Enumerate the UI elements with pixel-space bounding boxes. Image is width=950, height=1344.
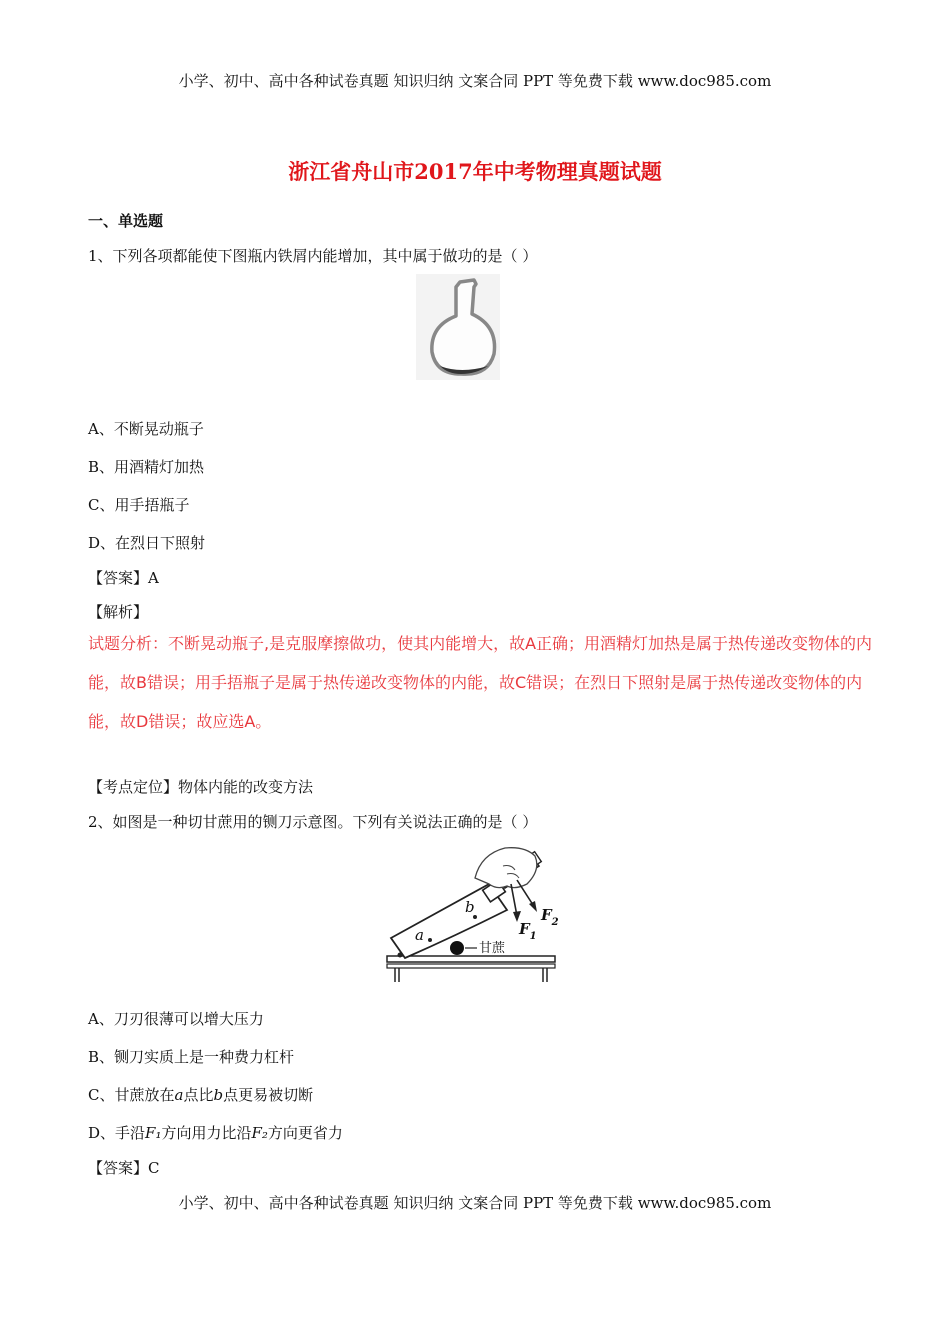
q1-analysis-text: 试题分析：不断晃动瓶子,是克服摩擦做功，使其内能增大，故A正确；用酒精灯加热是属于热传递改变物体的内能，故B错误；用手捂瓶子是属于热传递改变物体的内能，故C错误；在烈日下照射是属于热传递改变物体的内能，故D错误；故应选A。 <box>88 634 873 731</box>
q2-option-c: C、甘蔗放在a点比b点更易被切断 <box>88 1086 314 1104</box>
section-heading: 一、单选题 <box>88 212 164 230</box>
chaff-cutter-figure <box>385 840 565 986</box>
q1-option-d: D、在烈日下照射 <box>88 534 206 552</box>
page-header: 小学、初中、高中各种试卷真题 知识归纳 文案合同 PPT 等免费下载 www.doc985.com <box>178 72 772 90</box>
q1-option-a: A、不断晃动瓶子 <box>88 420 204 438</box>
figure-label-f2: $F_2$ <box>541 906 559 928</box>
q2-answer: 【答案】C <box>88 1159 160 1177</box>
q1-option-c: C、用手捂瓶子 <box>88 496 190 514</box>
question-1-stem: 1、下列各项都能使下图瓶内铁屑内能增加，其中属于做功的是（ ） <box>88 247 538 265</box>
page-footer: 小学、初中、高中各种试卷真题 知识归纳 文案合同 PPT 等免费下载 www.doc985.com <box>178 1194 772 1212</box>
q1-answer: 【答案】A <box>88 569 159 587</box>
figure-label-sugarcane: 甘蔗 <box>479 941 506 956</box>
question-2-stem: 2、如图是一种切甘蔗用的铡刀示意图。下列有关说法正确的是（ ） <box>88 813 538 831</box>
figure-label-f1: $F_1$ <box>519 920 537 942</box>
flask-figure <box>416 274 500 380</box>
page-title: 浙江省舟山市2017年中考物理真题试题 <box>288 159 662 184</box>
q2-option-d: D、手沿F₁方向用力比沿F₂方向更省力 <box>88 1124 343 1142</box>
q2-option-b: B、铡刀实质上是一种费力杠杆 <box>88 1048 295 1066</box>
q1-knowledge-point: 【考点定位】物体内能的改变方法 <box>88 778 314 796</box>
q1-option-b: B、用酒精灯加热 <box>88 458 205 476</box>
q1-analysis-label: 【解析】 <box>88 603 149 621</box>
figure-label-b: b <box>465 898 475 916</box>
q2-option-a: A、刀刃很薄可以增大压力 <box>88 1010 264 1028</box>
figure-label-a: a <box>415 926 424 944</box>
